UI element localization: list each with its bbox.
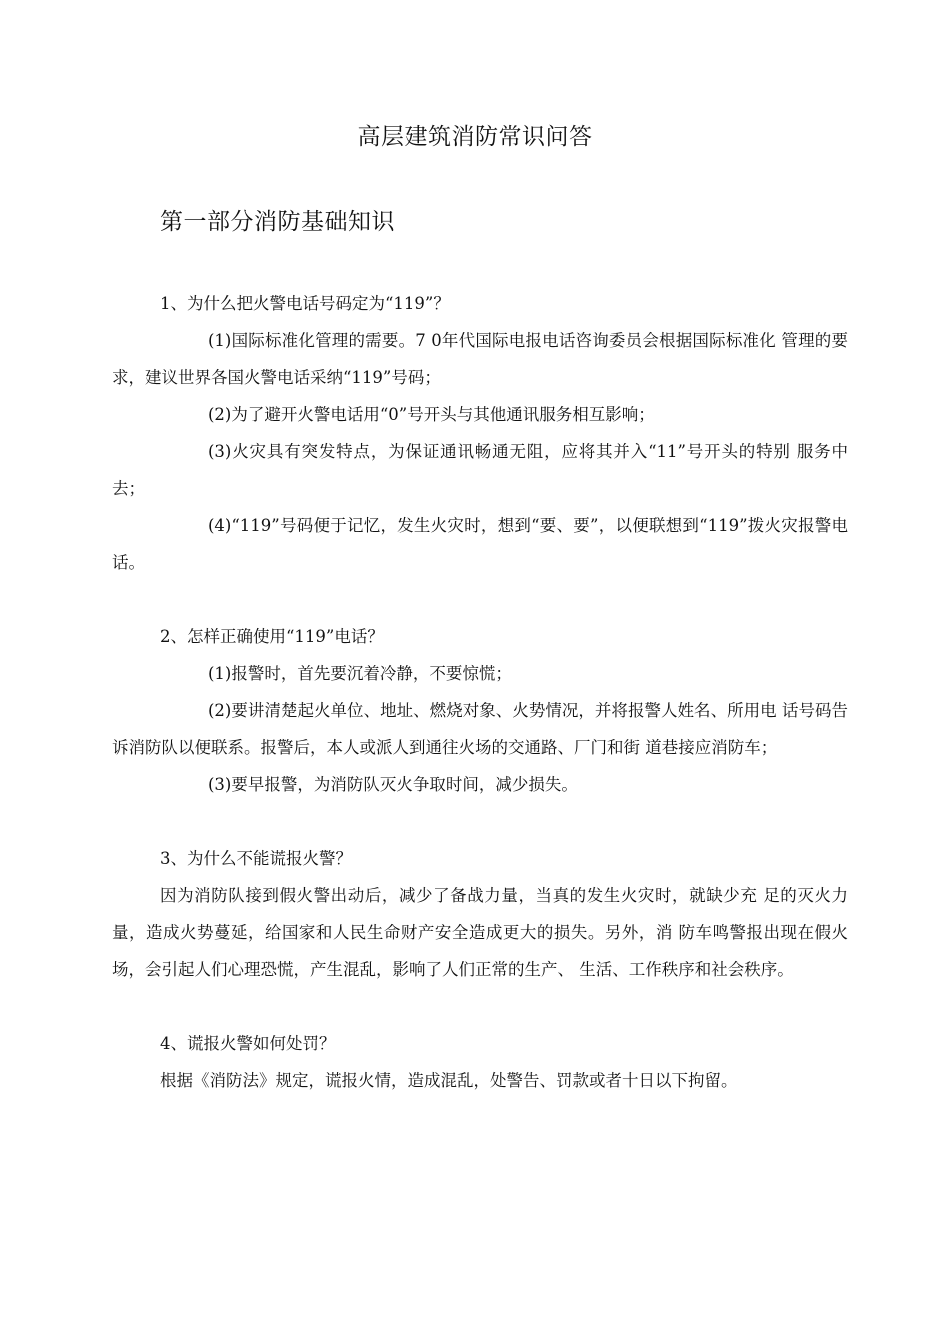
item-text: 为了避开火警电话用“0”号开头与其他通讯服务相互影响；	[231, 405, 655, 424]
question-heading: 1、为什么把火警电话号码定为“119”？	[160, 294, 450, 313]
document-body	[112, 285, 848, 1099]
answer-paragraph: 因为消防队接到假火警出动后，减少了备战力量，当真的发生火灾时，就缺少充 足的灭火力量，造成火势蔓延，给国家和人民生命财产安全造成更大的损失。另外，消 防车鸣警报出现在假火场，会引起人们心理恐慌，产生混乱，影响了人们正常的生产、 生活、工作秩序和社会秩序。	[112, 886, 848, 979]
qa-section-4	[112, 1025, 848, 1099]
item-text: 报警时，首先要沉着冷静，不要惊慌；	[231, 664, 512, 683]
question-heading: 2、怎样正确使用“119”电话？	[160, 627, 384, 646]
item-marker: (3)	[208, 442, 232, 461]
question-heading: 4、谎报火警如何处罚？	[160, 1034, 336, 1053]
item-marker: (1)	[208, 331, 232, 350]
answer-item	[112, 655, 848, 692]
qa-section-3	[112, 840, 848, 988]
answer-item	[112, 766, 848, 803]
item-marker: (1)	[208, 664, 232, 683]
item-marker: (2)	[208, 701, 232, 720]
item-text: 要讲清楚起火单位、地址、燃烧对象、火势情况，并将报警人姓名、所用电 话号码告诉消防队以便联系。报警后，本人或派人到通往火场的交通路、厂门和街 道巷接应消防车；	[112, 701, 848, 757]
item-text: “119”号码便于记忆，发生火灾时，想到“要、要”，以便联想到“119”拨火灾报警电话。	[112, 516, 848, 572]
qa-section-1	[112, 285, 848, 581]
part-heading: 第一部分消防基础知识	[160, 209, 395, 235]
item-text: 要早报警，为消防队灭火争取时间，减少损失。	[231, 775, 578, 794]
qa-section-2	[112, 618, 848, 803]
document-title: 高层建筑消防常识问答	[357, 124, 593, 150]
answer-item	[112, 433, 848, 507]
answer-item	[112, 396, 848, 433]
question-heading: 3、为什么不能谎报火警？	[160, 849, 352, 868]
item-text: 国际标准化管理的需要。7 0年代国际电报电话咨询委员会根据国际标准化 管理的要求，建议世界各国火警电话采纳“119”号码；	[112, 331, 848, 387]
answer-item	[112, 692, 848, 766]
answer-item	[112, 322, 848, 396]
item-marker: (2)	[208, 405, 232, 424]
item-marker: (4)	[208, 516, 232, 535]
answer-paragraph: 根据《消防法》规定，谎报火情，造成混乱，处警告、罚款或者十日以下拘留。	[160, 1071, 738, 1090]
item-marker: (3)	[208, 775, 232, 794]
answer-item	[112, 507, 848, 581]
item-text: 火灾具有突发特点，为保证通讯畅通无阻，应将其并入“11”号开头的特别 服务中去；	[112, 442, 848, 498]
